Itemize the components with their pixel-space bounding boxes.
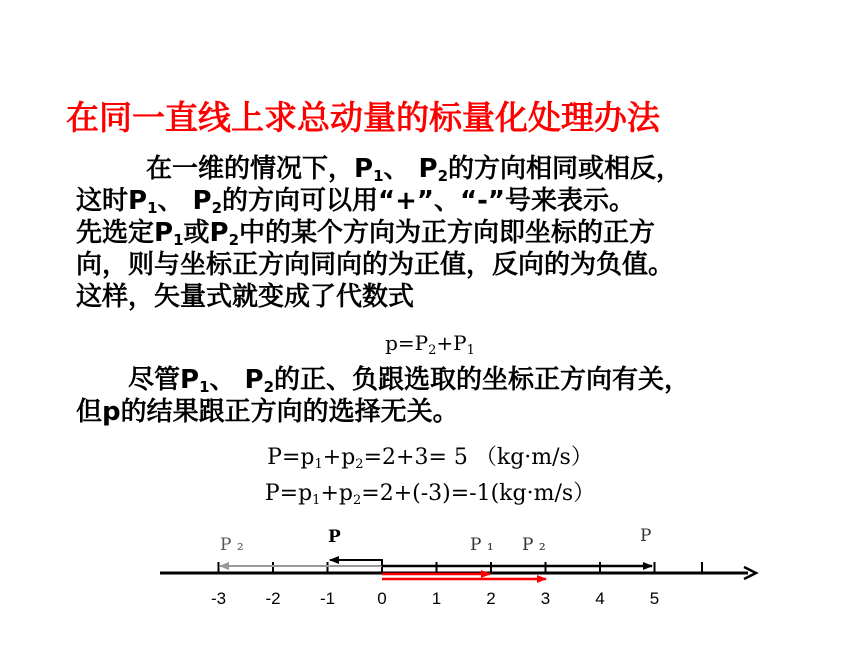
axis-ticks	[219, 562, 655, 573]
tick-label: 3	[540, 589, 551, 608]
tick-label: -2	[265, 589, 281, 608]
intro-line-3: 先选定$P_1$或$P_2$中的某个方向为正方向即坐标的正方	[76, 218, 656, 249]
vector-formula: $p=P_2+P_1$	[385, 331, 475, 358]
slide-title: 在同一直线上求总动量的标量化处理办法	[66, 98, 660, 137]
label-p-left: P	[328, 527, 341, 547]
axis-tick-labels	[211, 589, 659, 608]
tick-label: 5	[649, 589, 660, 608]
note-line-2: 但p的结果跟正方向的选择无关。	[76, 397, 459, 427]
note-line-1: 尽管$P_1$、 $P_2$的正、负跟选取的坐标正方向有关，	[128, 365, 691, 396]
intro-line-5: 这样，矢量式就变成了代数式	[76, 282, 415, 312]
tick-label: 4	[595, 589, 605, 608]
formula-same-direction: $P=p_1+p_2=2+3= 5$ （kg·m/s）	[267, 445, 593, 472]
tick-label: -1	[319, 589, 336, 608]
formula-opposite-direction: $P=p_1+p_2=2+(-3)=-1(kg\cdot m/s)$	[264, 481, 596, 508]
intro-line-2: 这时$P_1$、 $P_2$的方向可以用“+”、“-”号来表示。	[76, 186, 635, 217]
intro-line-1: 在一维的情况下，$P_1$、 $P_2$的方向相同或相反，	[146, 154, 683, 185]
label-p2-right: P ₂	[522, 535, 546, 555]
label-p2-left: P ₂	[220, 535, 244, 555]
intro-line-4: 向，则与坐标正方向同向的为正值，反向的为负值。	[76, 250, 675, 280]
tick-label: 1	[431, 589, 442, 608]
tick-label: 2	[486, 589, 496, 608]
label-p1-right: P ₁	[470, 535, 494, 555]
tick-label: -3	[210, 589, 227, 608]
label-p-right: P	[640, 526, 652, 546]
tick-label: 0	[377, 589, 387, 608]
